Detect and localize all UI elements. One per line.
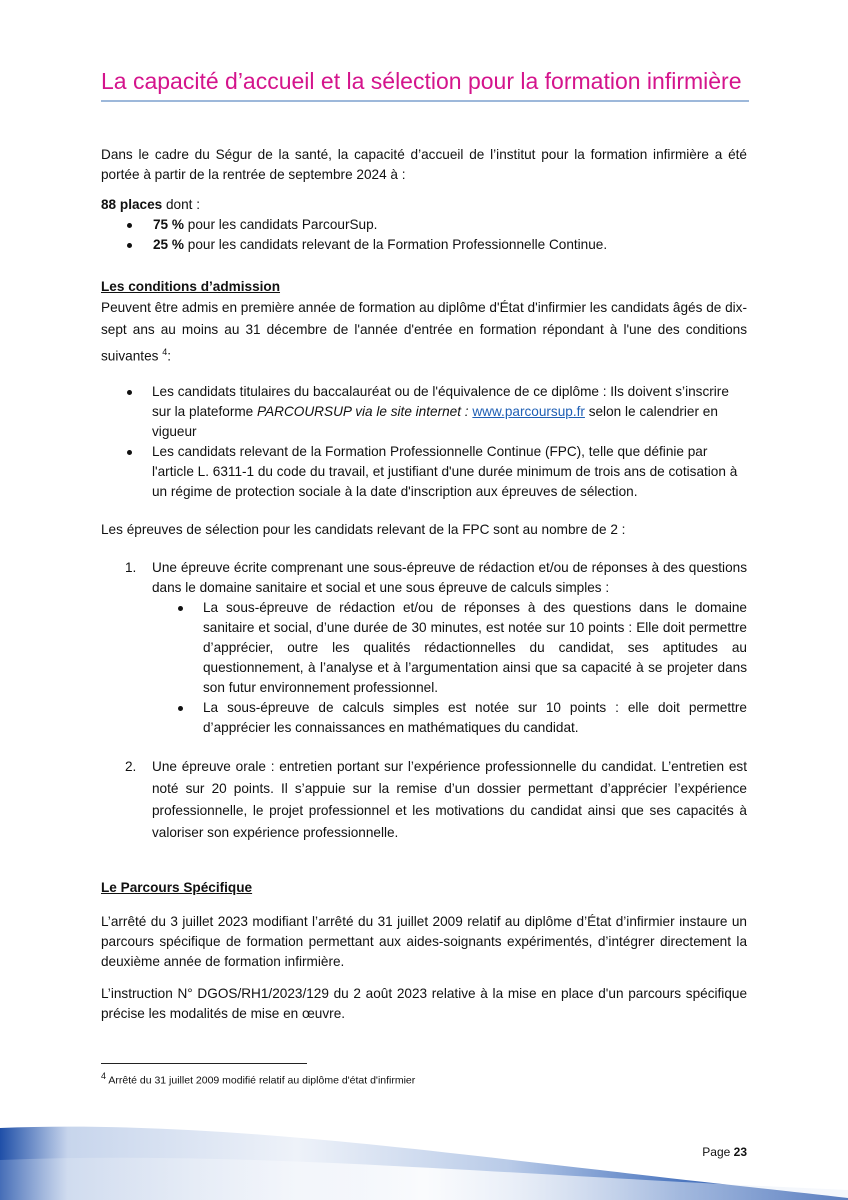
list-item [101,235,747,255]
condition-italic: PARCOURSUP via le site internet : [257,403,473,419]
quota-text: pour les candidats ParcourSup. [183,217,378,232]
list-item: La sous-épreuve de calculs simples est notée sur 10 points : elle doit permettre d’apprécier les connaissances en mathématiques du candidat. [152,698,747,738]
intro-paragraph: Dans le cadre du Ségur de la santé, la capacité d’accueil de l’institut pour la formation infirmière a été portée à partir de la rentrée de septembre 2024 à : [101,147,747,182]
quota-value: 25 % [153,237,184,252]
parcours-paragraph: L’arrêté du 3 juillet 2023 modifiant l’arrêté du 31 juillet 2009 relatif au diplôme d’État d’infirmier instaure un parcours spécifique de formation permettant aux aides-soignants expérimentés, d’intégrer directement la deuxième année de formation infirmière. [101,913,747,969]
list-item: Les candidats relevant de la Formation Professionnelle Continue (FPC), telle que définie par l'article L. 6311-1 du code du travail, et justifiant d'une durée minimum de trois ans de cotisation à un régime de protection sociale à la date d'inscription aux épreuves de sélection. [101,442,747,502]
page-number-value: 23 [733,1145,747,1159]
step-number: 2. [125,758,137,774]
footnote [101,1071,415,1087]
footer-wave-decoration [0,1120,848,1200]
step-text: Une épreuve orale : entretien portant sur l’expérience professionnelle du candidat. L’entretien est noté sur 20 points. Il s’appuie sur la remise d’un dossier permettant d’apprécier l’expérience professionnelle, le projet professionnel et les motivations du candidat ainsi que ses capacités à valoriser son expérience professionnelle. [152,758,747,840]
page-number [702,1145,747,1159]
places-count: 88 places [101,197,163,212]
quota-value: 75 % [153,217,184,232]
step-number: 1. [125,559,137,575]
parcours-paragraph: L’instruction N° DGOS/RH1/2023/129 du 2 août 2023 relative à la mise en place d'un parcours spécifique précise les modalités de mise en œuvre. [101,985,747,1021]
title-underline [101,100,749,102]
admission-paragraph [101,297,747,368]
footnote-separator [101,1063,307,1064]
list-item [101,558,747,738]
admission-text: Peuvent être admis en première année de formation au diplôme d'État d'infirmier les candidats âgés de dix-sept ans au moins au 31 décembre de l'année d'entrée en formation répondant à l'une des conditions suivantes [101,300,747,364]
epreuves-intro: Les épreuves de sélection pour les candidats relevant de la FPC sont au nombre de 2 : [101,521,626,537]
step-text: Une épreuve écrite comprenant une sous-épreuve de rédaction et/ou de réponses à des questions dans le domaine sanitaire et social et une sous épreuve de calculs simples : [152,559,747,595]
list-item: La sous-épreuve de rédaction et/ou de réponses à des questions dans le domaine sanitaire et social, d’une durée de 30 minutes, est notée sur 10 points : Elle doit permettre d’apprécier, outre les qualités rédactionnelles du candidat, ses aptitudes au questionnement, à l’analyse et à l’argumentation ainsi que sa capacité à se projeter dans son futur environnement professionnel. [152,598,747,698]
footnote-text: Arrêté du 31 juillet 2009 modifié relatif au diplôme d'état d'infirmier [106,1074,416,1087]
footnote-number: 4 [101,1071,107,1081]
sub-epreuves-list [152,598,747,738]
main-content [101,145,747,1024]
list-item [101,215,747,235]
places-rest: dont : [162,197,201,212]
admission-text-end: : [167,348,172,364]
footnote-ref[interactable]: 4 [162,347,168,357]
list-item [101,382,747,442]
condition-text-end: selon le calendrier en vigueur [152,403,718,439]
admission-conditions-list [101,382,747,502]
admission-heading: Les conditions d’admission [101,279,281,294]
places-list [101,215,747,255]
page-title: La capacité d’accueil et la sélection pour la formation infirmière [101,68,742,94]
epreuves-list [101,558,747,844]
quota-text: pour les candidats relevant de la Formation Professionnelle Continue. [183,237,608,252]
parcoursup-link[interactable]: www.parcoursup.fr [472,403,585,419]
parcours-heading: Le Parcours Spécifique [101,879,253,895]
condition-text: Les candidats titulaires du baccalauréat ou de l'équivalence de ce diplôme : Ils doivent s’inscrire sur la plateforme [152,383,729,419]
list-item [101,756,747,844]
page-label: Page [702,1145,734,1159]
places-summary [101,195,747,215]
